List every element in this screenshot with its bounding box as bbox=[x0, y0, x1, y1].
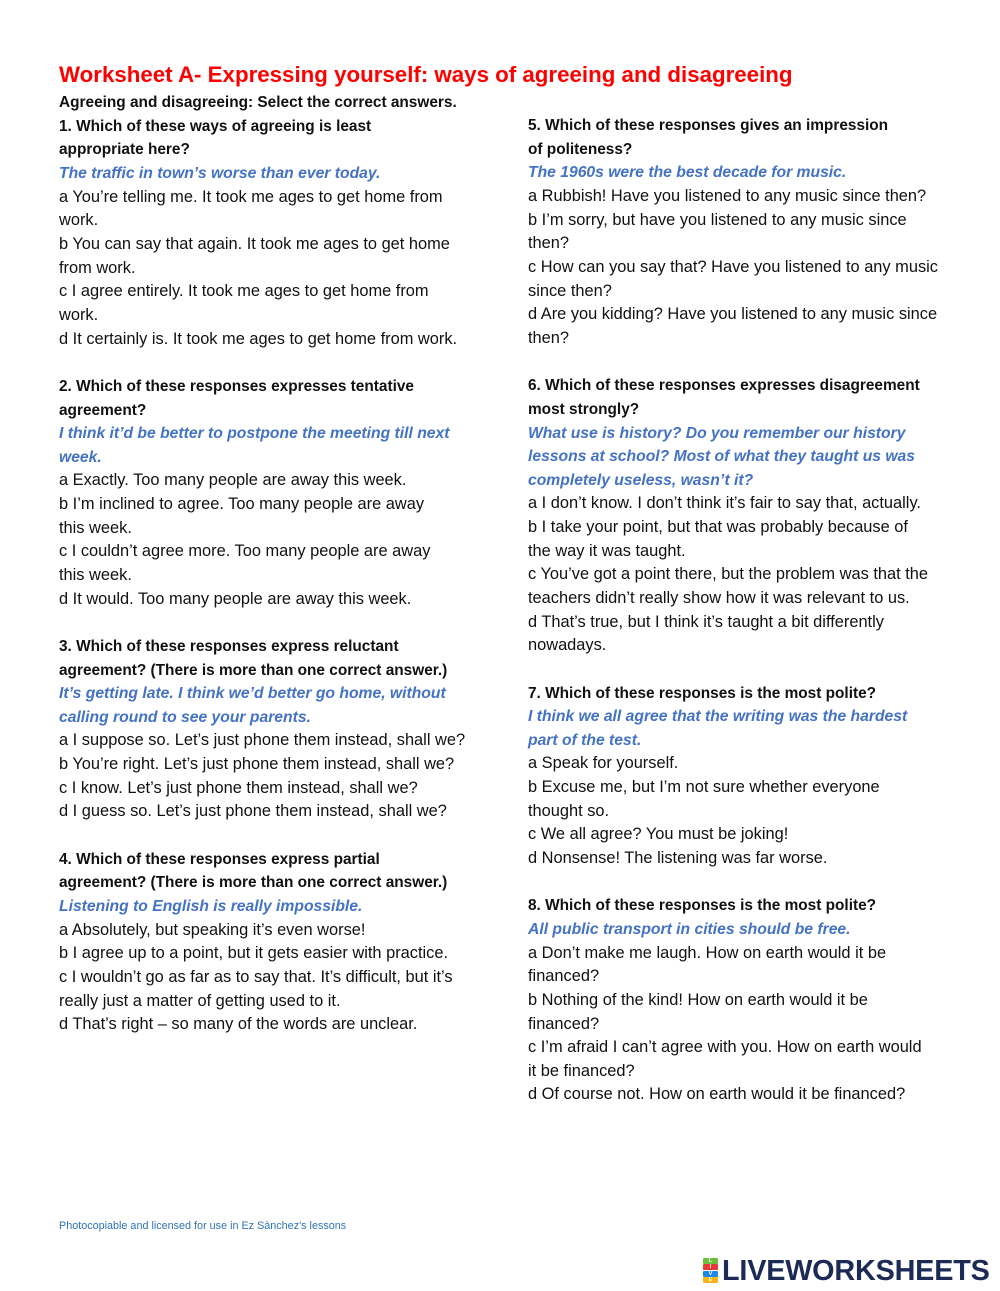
question-4 bbox=[59, 848, 509, 1037]
q2-option-b-line: b I’m inclined to agree. Too many people are away bbox=[59, 495, 425, 514]
q2-option-d-line: d It would. Too many people are away this week. bbox=[59, 589, 412, 608]
q3-option-d[interactable] bbox=[59, 800, 509, 824]
q8-option-d-line: d Of course not. How on earth would it be financed? bbox=[528, 1085, 906, 1104]
q5-prompt-line: The 1960s were the best decade for music. bbox=[528, 164, 847, 182]
q4-option-b[interactable] bbox=[59, 942, 509, 966]
q4-option-d[interactable] bbox=[59, 1013, 509, 1037]
q2-option-c-line: this week. bbox=[59, 566, 132, 584]
q5-option-d[interactable] bbox=[528, 303, 990, 350]
q3-option-c[interactable] bbox=[59, 777, 509, 801]
question-1 bbox=[59, 115, 509, 351]
q6-prompt-line: What use is history? Do you remember our history bbox=[528, 424, 906, 442]
q7-option-b-line: b Excuse me, but I’m not sure whether everyone bbox=[528, 778, 880, 797]
q1-option-b-line: b You can say that again. It took me ages to get home bbox=[59, 235, 450, 254]
q8-question bbox=[528, 894, 990, 918]
logo-tile: L bbox=[703, 1258, 718, 1264]
q6-option-d[interactable] bbox=[528, 611, 990, 658]
q6-option-a-line: a I don’t know. I don’t think it’s fair to say that, actually. bbox=[528, 494, 921, 513]
q4-option-d-line: d That’s right – so many of the words are unclear. bbox=[59, 1015, 418, 1034]
q3-option-a-line: a I suppose so. Let’s just phone them instead, shall we? bbox=[59, 731, 466, 750]
q5-option-d-line: d Are you kidding? Have you listened to any music since bbox=[528, 305, 938, 324]
q8-option-a[interactable] bbox=[528, 942, 990, 989]
q1-question bbox=[59, 115, 509, 162]
license-footer: Photocopiable and licensed for use in Ez Sànchez's lessons bbox=[59, 1220, 347, 1232]
logo-tile: V bbox=[703, 1271, 718, 1277]
q6-option-a[interactable] bbox=[528, 492, 990, 516]
q4-prompt bbox=[59, 895, 509, 919]
q7-option-d[interactable] bbox=[528, 847, 990, 871]
q1-option-a-line: a You’re telling me. It took me ages to get home from bbox=[59, 187, 443, 206]
q8-prompt bbox=[528, 918, 990, 942]
q5-option-b-line: b I’m sorry, but have you listened to any music since bbox=[528, 210, 907, 229]
q5-option-c-line: c How can you say that? Have you listened to any music bbox=[528, 258, 938, 277]
q2-prompt bbox=[59, 422, 509, 469]
q5-option-c-line: since then? bbox=[528, 281, 612, 300]
q7-option-c-line: c We all agree? You must be joking! bbox=[528, 825, 789, 844]
q6-option-b-line: b I take your point, but that was probably because of bbox=[528, 518, 908, 537]
q7-option-a[interactable] bbox=[528, 752, 990, 776]
q8-option-b[interactable] bbox=[528, 989, 990, 1036]
q1-option-d[interactable] bbox=[59, 328, 509, 352]
q3-prompt-line: It’s getting late. I think we’d better go home, without bbox=[59, 685, 446, 703]
q8-option-b-line: b Nothing of the kind! How on earth would it be bbox=[528, 990, 868, 1009]
q7-question-line: 7. Which of these responses is the most polite? bbox=[528, 684, 877, 702]
q6-option-c-line: c You’ve got a point there, but the problem was that the bbox=[528, 565, 929, 584]
question-8 bbox=[528, 894, 990, 1107]
q7-prompt bbox=[528, 705, 990, 752]
q6-question-line: 6. Which of these responses expresses disagreement bbox=[528, 377, 920, 395]
q5-prompt bbox=[528, 161, 990, 185]
q2-option-b[interactable] bbox=[59, 493, 509, 540]
q4-option-c-line: c I wouldn’t go as far as to say that. It’s difficult, but it’s bbox=[59, 967, 453, 986]
left-column bbox=[59, 91, 509, 1037]
q4-option-c-line: really just a matter of getting used to it. bbox=[59, 991, 341, 1010]
q6-option-d-line: d That’s true, but I think it’s taught a bit differently bbox=[528, 612, 884, 631]
q3-option-a[interactable] bbox=[59, 729, 509, 753]
q5-option-b[interactable] bbox=[528, 209, 990, 256]
question-2 bbox=[59, 375, 509, 611]
q1-question-line: appropriate here? bbox=[59, 141, 190, 159]
q2-option-a-line: a Exactly. Too many people are away this week. bbox=[59, 471, 407, 490]
q2-option-c[interactable] bbox=[59, 540, 509, 587]
q1-option-c-line: work. bbox=[59, 305, 99, 324]
q8-prompt-line: All public transport in cities should be free. bbox=[528, 920, 851, 938]
q4-option-b-line: b I agree up to a point, but it gets easier with practice. bbox=[59, 944, 449, 963]
q6-option-b[interactable] bbox=[528, 516, 990, 563]
logo-tile: I bbox=[703, 1264, 718, 1270]
q4-prompt-line: Listening to English is really impossible. bbox=[59, 897, 363, 915]
q3-question-line: 3. Which of these responses express reluctant bbox=[59, 637, 399, 655]
q8-option-c[interactable] bbox=[528, 1036, 990, 1083]
q4-question-line: 4. Which of these responses express partial bbox=[59, 850, 380, 868]
q8-option-c-line: c I’m afraid I can’t agree with you. How on earth would bbox=[528, 1038, 922, 1057]
q5-option-a[interactable] bbox=[528, 185, 990, 209]
q3-prompt bbox=[59, 682, 509, 729]
liveworksheets-logo: LIVEWORKSHEETS bbox=[722, 1255, 990, 1287]
q3-prompt-line: calling round to see your parents. bbox=[59, 708, 311, 726]
liveworksheets-logo-icon bbox=[703, 1258, 718, 1283]
q2-question bbox=[59, 375, 509, 422]
q3-question bbox=[59, 635, 509, 682]
q5-option-c[interactable] bbox=[528, 256, 990, 303]
q7-option-d-line: d Nonsense! The listening was far worse. bbox=[528, 849, 828, 868]
q3-option-d-line: d I guess so. Let’s just phone them instead, shall we? bbox=[59, 802, 447, 821]
worksheet-title: Worksheet A- Expressing yourself: ways of agreeing and disagreeing bbox=[59, 62, 793, 87]
q5-question-line: 5. Which of these responses gives an impression bbox=[528, 117, 889, 135]
q6-option-c[interactable] bbox=[528, 563, 990, 610]
q2-prompt-line: week. bbox=[59, 448, 102, 466]
q1-prompt-line: The traffic in town’s worse than ever today. bbox=[59, 165, 381, 183]
q6-option-c-line: teachers didn’t really show how it was relevant to us. bbox=[528, 589, 910, 607]
q1-option-a[interactable] bbox=[59, 186, 509, 233]
q1-question-line: 1. Which of these ways of agreeing is least bbox=[59, 117, 372, 135]
q2-option-d[interactable] bbox=[59, 588, 509, 612]
q1-option-b-line: from work. bbox=[59, 258, 136, 277]
q5-option-b-line: then? bbox=[528, 234, 570, 253]
q3-option-b[interactable] bbox=[59, 753, 509, 777]
q5-question-line: of politeness? bbox=[528, 140, 633, 158]
q1-option-b[interactable] bbox=[59, 233, 509, 280]
q1-option-a-line: work. bbox=[59, 211, 99, 230]
q6-option-b-line: the way it was taught. bbox=[528, 541, 686, 560]
q2-question-line: 2. Which of these responses expresses tentative bbox=[59, 377, 414, 395]
question-3 bbox=[59, 635, 509, 824]
instructions bbox=[59, 91, 509, 115]
q8-option-a-line: financed? bbox=[528, 967, 600, 986]
question-7 bbox=[528, 682, 990, 871]
q5-option-d-line: then? bbox=[528, 328, 570, 347]
q2-option-a[interactable] bbox=[59, 469, 509, 493]
q1-option-d-line: d It certainly is. It took me ages to get home from work. bbox=[59, 329, 458, 348]
q8-option-d[interactable] bbox=[528, 1083, 990, 1107]
q3-option-c-line: c I know. Let’s just phone them instead, shall we? bbox=[59, 778, 418, 797]
q1-prompt bbox=[59, 162, 509, 186]
q4-option-a[interactable] bbox=[59, 919, 509, 943]
q1-option-c[interactable] bbox=[59, 280, 509, 327]
q4-question-line: agreement? (There is more than one correct answer.) bbox=[59, 874, 448, 892]
right-column bbox=[528, 114, 990, 1107]
q8-question-line: 8. Which of these responses is the most polite? bbox=[528, 897, 877, 915]
q6-question bbox=[528, 374, 990, 421]
q3-option-b-line: b You’re right. Let’s just phone them instead, shall we? bbox=[59, 755, 455, 774]
q2-option-b-line: this week. bbox=[59, 518, 132, 537]
q2-question-line: agreement? bbox=[59, 401, 147, 419]
q6-prompt-line: completely useless, wasn’t it? bbox=[528, 471, 754, 489]
q7-option-b[interactable] bbox=[528, 776, 990, 823]
q7-option-b-line: thought so. bbox=[528, 801, 610, 820]
q6-prompt bbox=[528, 422, 990, 493]
q6-question-line: most strongly? bbox=[528, 400, 640, 418]
q8-option-a-line: a Don’t make me laugh. How on earth would it be bbox=[528, 943, 887, 962]
q1-option-c-line: c I agree entirely. It took me ages to get home from bbox=[59, 282, 429, 301]
instructions-text: Agreeing and disagreeing: Select the correct answers. bbox=[59, 94, 457, 112]
q5-question bbox=[528, 114, 990, 161]
q7-option-a-line: a Speak for yourself. bbox=[528, 754, 679, 773]
q2-prompt-line: I think it’d be better to postpone the meeting till next bbox=[59, 425, 450, 443]
q4-option-a-line: a Absolutely, but speaking it’s even worse! bbox=[59, 920, 366, 939]
q7-question bbox=[528, 682, 990, 706]
q4-option-c[interactable] bbox=[59, 966, 509, 1013]
q3-question-line: agreement? (There is more than one correct answer.) bbox=[59, 661, 448, 679]
q7-prompt-line: I think we all agree that the writing was the hardest bbox=[528, 708, 908, 726]
q2-option-c-line: c I couldn’t agree more. Too many people are away bbox=[59, 542, 431, 561]
question-6 bbox=[528, 374, 990, 658]
q5-option-a-line: a Rubbish! Have you listened to any music since then? bbox=[528, 187, 927, 206]
q8-option-c-line: it be financed? bbox=[528, 1061, 635, 1080]
q6-prompt-line: lessons at school? Most of what they taught us was bbox=[528, 448, 916, 466]
logo-tile: E bbox=[703, 1277, 718, 1283]
q7-prompt-line: part of the test. bbox=[528, 731, 642, 749]
q7-option-c[interactable] bbox=[528, 823, 990, 847]
q8-option-b-line: financed? bbox=[528, 1014, 600, 1033]
q4-question bbox=[59, 848, 509, 895]
question-5 bbox=[528, 114, 990, 350]
q6-option-d-line: nowadays. bbox=[528, 636, 607, 655]
